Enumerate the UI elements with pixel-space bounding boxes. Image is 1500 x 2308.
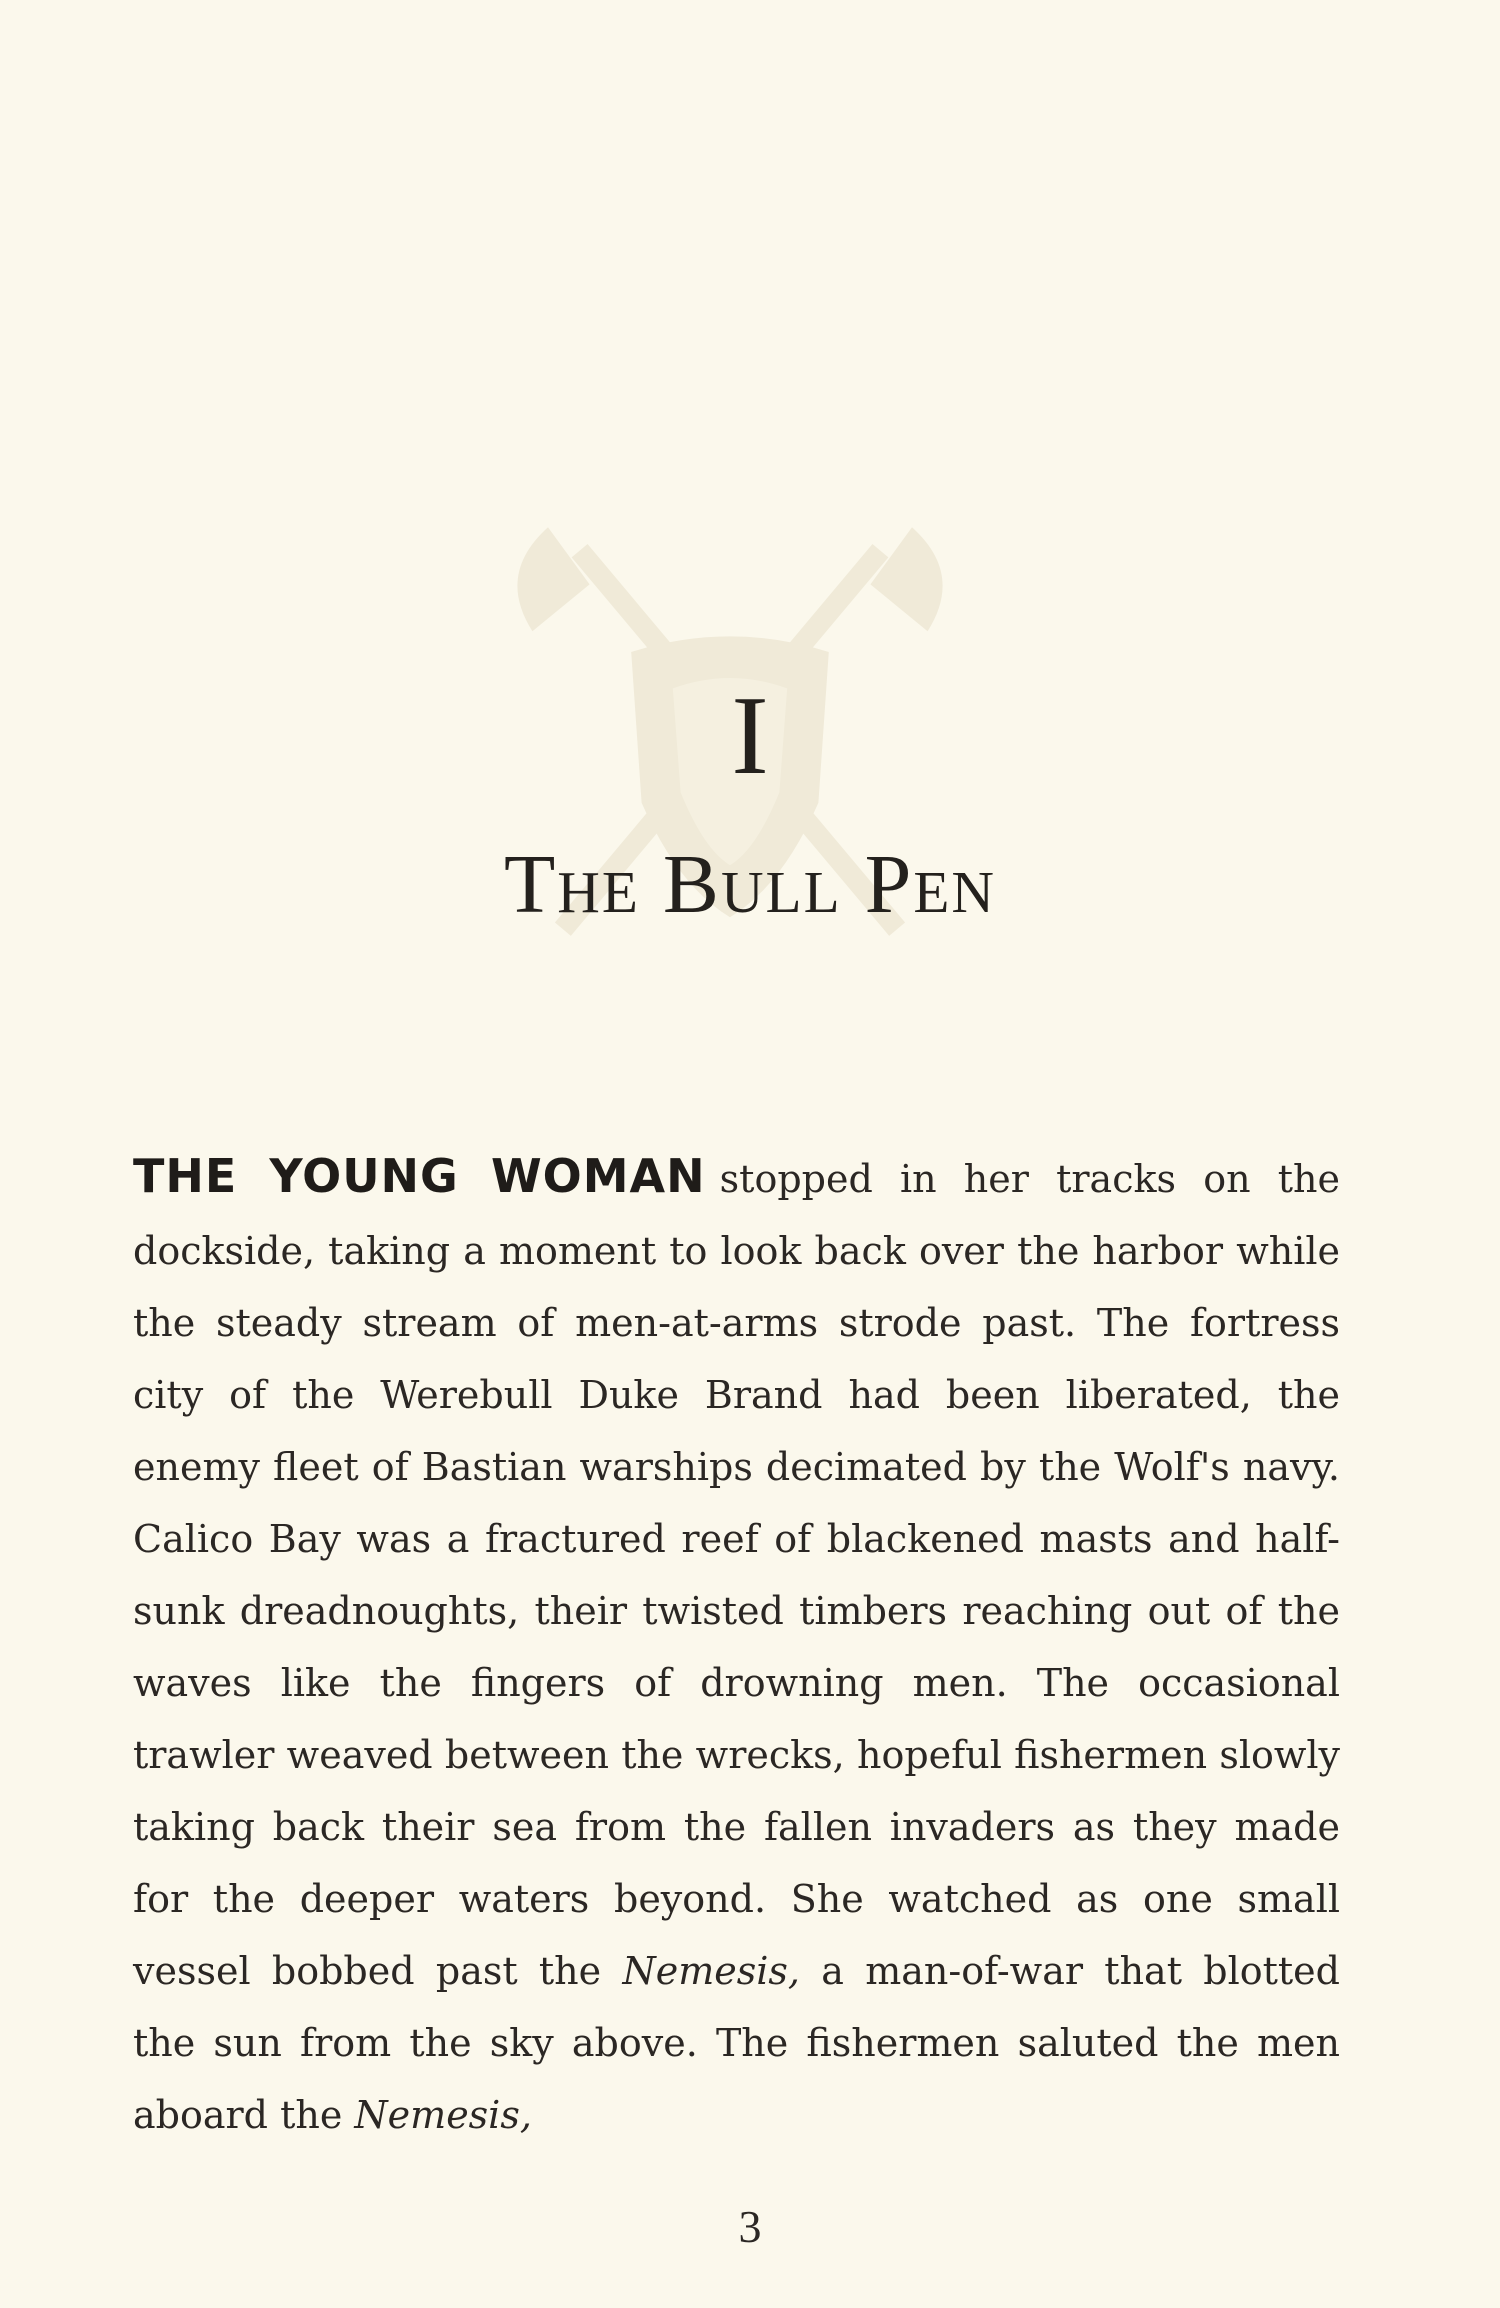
body-text-part-2: a man-of-war that blotted the sun from the sky above. The fishermen saluted the men aboard the xyxy=(133,1949,1340,2137)
chapter-title: The Bull Pen xyxy=(503,838,997,931)
body-text-part-1: stopped in her tracks on the dockside, taking a moment to look back over the harbor while the steady stream of men-at-arms strode past. The fortress city of the Werebull Duke Brand had been liberated, the enemy fleet of Bastian warships decimated by the Wolf's navy. Calico Bay was a fractured reef of blackened masts and half-sunk dreadnoughts, their twisted timbers reaching out of the waves like the fingers of drowning men. The occasional trawler weaved between the wrecks, hopeful fishermen slowly taking back their sea from the fallen invaders as they made for the deeper waters beyond. She watched as one small vessel bobbed past the xyxy=(133,1157,1340,1993)
body-paragraph xyxy=(133,1140,1340,2151)
lead-in-text: THE YOUNG WOMAN xyxy=(133,1149,706,1203)
page-number: 3 xyxy=(738,2201,762,2252)
ship-name-2: Nemesis, xyxy=(354,2093,532,2137)
ship-name-1: Nemesis, xyxy=(622,1949,800,1993)
chapter-number: I xyxy=(731,674,769,798)
